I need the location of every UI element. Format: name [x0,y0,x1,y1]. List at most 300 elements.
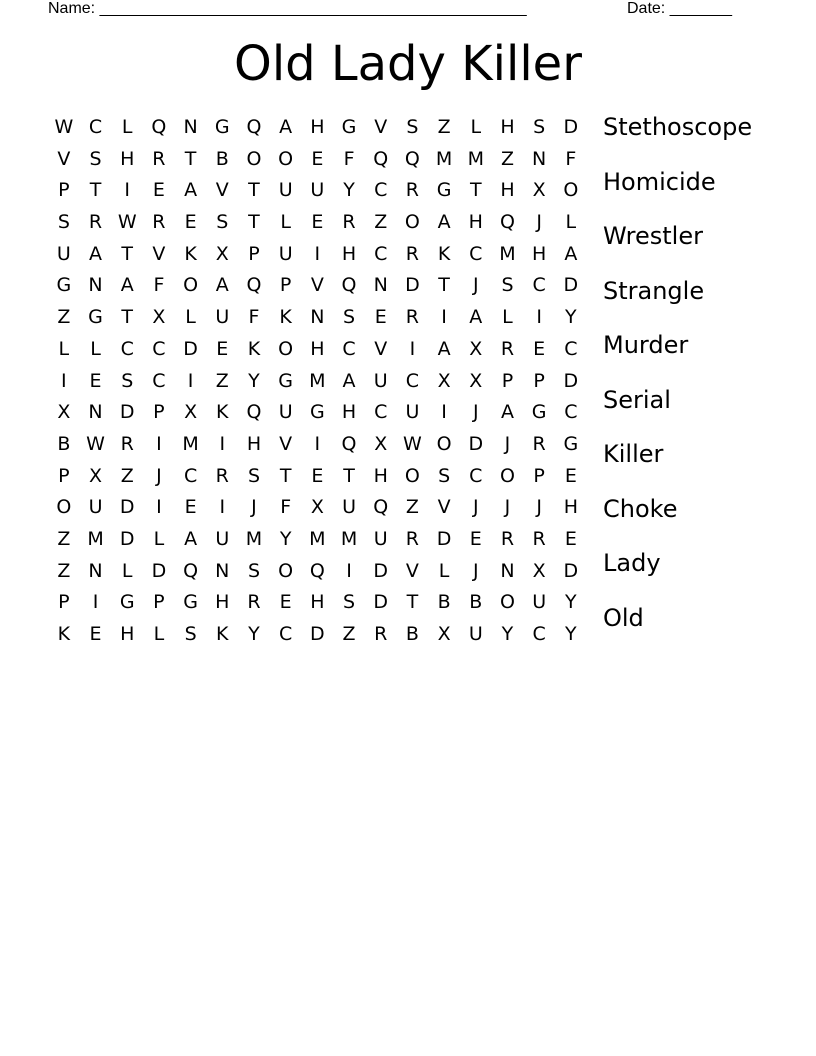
grid-letter: U [215,306,230,329]
grid-letter: M [435,147,453,170]
grid-letter: W [117,211,137,234]
grid-letter: T [438,274,450,297]
grid-letter: J [472,401,479,424]
grid-letter: P [248,242,260,265]
page-title: Old Lady Killer [234,36,582,92]
grid-letter: C [120,337,134,360]
grid-letter: C [374,179,388,202]
grid-letter: U [88,496,103,519]
grid-letter: G [56,274,72,297]
grid-row [48,429,588,461]
grid-letter: N [373,274,388,297]
grid-letter: I [92,591,99,614]
grid-letter: D [563,559,579,582]
grid-letter: I [536,306,542,329]
grid-letter: H [310,591,325,614]
grid-letter: D [183,337,198,360]
grid-letter: E [152,179,165,202]
grid-letter: X [469,369,483,392]
grid-letter: C [564,401,578,424]
grid-letter: B [437,591,451,614]
grid-letter: F [248,306,260,329]
grid-letter: S [343,306,356,329]
grid-letter: Y [343,179,355,202]
grid-letter: T [121,242,134,265]
grid-letter: X [437,369,451,392]
grid-letter: O [563,179,579,202]
grid-letter: Z [374,211,388,234]
grid-letter: R [247,591,261,614]
grid-letter: W [403,432,422,455]
grid-letter: H [500,116,515,138]
grid-letter: R [405,242,419,265]
grid-letter: V [215,179,229,202]
grid-letter: E [216,337,229,360]
grid-letter: H [563,496,578,519]
word-list-item: Lady [603,549,661,577]
grid-letter: N [88,274,103,297]
grid-row [48,556,588,588]
grid-letter: A [279,116,293,138]
grid-letter: I [314,432,321,455]
grid-letter: D [563,369,579,392]
grid-row [48,587,588,619]
grid-letter: M [182,432,199,455]
grid-letter: E [311,147,324,170]
grid-letter: H [310,337,325,360]
grid-letter: M [340,527,358,550]
grid-letter: A [89,242,103,265]
grid-letter: V [279,432,293,455]
grid-letter: N [215,559,230,582]
grid-row [48,207,588,239]
grid-letter: D [468,432,484,455]
grid-letter: K [216,623,229,645]
grid-letter: U [310,179,325,202]
grid-letter: X [184,401,198,424]
word-list-item: Serial [603,385,671,414]
grid-letter: R [152,211,166,234]
grid-letter: N [532,147,547,170]
grid-letter: V [374,337,388,360]
grid-letter: O [499,591,515,614]
grid-letter: S [438,464,451,487]
grid-letter: G [183,591,198,614]
grid-letter: D [310,623,325,645]
grid-letter: I [409,337,416,360]
grid-letter: E [533,337,546,360]
grid-row [48,175,588,207]
grid-letter: R [532,432,546,455]
grid-letter: J [156,464,162,487]
grid-letter: C [152,337,166,360]
grid-letter: S [89,147,102,170]
grid-row [48,619,588,651]
grid-letter: O [436,432,452,455]
grid-letter: I [61,369,67,392]
grid-letter: A [215,274,229,297]
grid-letter: D [405,274,420,297]
grid-letter: U [215,527,230,550]
grid-letter: V [310,274,324,297]
grid-letter: X [532,559,546,582]
grid-letter: X [310,496,324,519]
grid-row [48,239,588,271]
grid-letter: A [564,242,578,265]
grid-letter: J [472,496,479,519]
grid-letter: T [89,179,102,202]
grid-letter: X [57,401,71,424]
grid-letter: I [441,306,447,329]
grid-letter: Z [342,623,356,645]
grid-letter: C [279,623,293,645]
grid-letter: K [279,306,292,329]
grid-letter: H [120,147,135,170]
grid-row [48,366,588,398]
grid-letter: G [436,179,452,202]
grid-letter: X [469,337,483,360]
grid-letter: D [119,401,135,424]
grid-letter: E [279,591,292,614]
grid-letter: O [404,211,420,234]
grid-letter: R [215,464,229,487]
date-field-label: Date: _______ [627,0,732,17]
grid-letter: H [373,464,388,487]
grid-letter: R [88,211,103,234]
grid-letter: R [374,623,388,645]
grid-letter: R [500,337,515,360]
grid-letter: N [88,559,103,582]
grid-letter: K [437,242,451,265]
grid-letter: L [121,116,133,138]
grid-letter: S [501,274,514,297]
grid-letter: Q [373,147,389,170]
grid-letter: K [184,242,197,265]
grid-letter: E [311,464,324,487]
grid-letter: L [58,337,70,360]
grid-letter: E [564,464,577,487]
grid-letter: A [437,337,451,360]
grid-letter: R [152,147,166,170]
grid-letter: L [438,559,450,582]
grid-letter: U [278,179,293,202]
grid-letter: P [533,464,545,487]
grid-letter: A [120,274,134,297]
grid-letter: P [533,369,545,392]
grid-letter: X [215,242,229,265]
grid-letter: T [406,591,419,614]
grid-letter: E [89,623,102,645]
grid-letter: X [152,306,166,329]
grid-letter: T [343,464,355,487]
grid-letter: N [310,306,325,329]
grid-letter: G [278,369,294,392]
grid-letter: S [121,369,134,392]
grid-letter: Q [246,116,262,138]
grid-letter: Y [565,306,577,329]
grid-letter: U [278,242,293,265]
grid-letter: Q [151,116,167,138]
grid-letter: O [278,147,294,170]
grid-letter: I [124,179,131,202]
grid-letter: M [309,527,326,550]
grid-letter: N [183,116,198,138]
grid-letter: D [373,559,389,582]
grid-letter: G [214,116,230,138]
grid-letter: L [502,306,513,329]
grid-letter: I [314,242,321,265]
grid-letter: E [311,211,324,234]
grid-letter: C [374,242,388,265]
grid-letter: Q [183,559,199,582]
grid-letter: M [87,527,104,550]
grid-letter: R [405,306,419,329]
grid-letter: O [499,464,515,487]
grid-letter: R [500,527,515,550]
grid-letter: U [373,527,388,550]
grid-letter: C [183,464,198,487]
grid-letter: O [278,559,294,582]
grid-letter: M [245,527,263,550]
grid-letter: R [120,432,134,455]
grid-row [48,334,588,366]
grid-letter: R [405,179,419,202]
grid-letter: C [374,401,388,424]
grid-letter: J [472,559,479,582]
grid-letter: D [563,116,579,138]
grid-row [48,112,588,144]
grid-letter: U [468,623,483,645]
grid-letter: E [469,527,482,550]
grid-letter: O [246,147,262,170]
grid-letter: Z [437,116,451,138]
word-list-item: Homicide [603,167,716,196]
grid-letter: B [405,623,419,645]
grid-letter: T [121,306,134,329]
grid-row [48,492,588,524]
grid-letter: A [342,369,356,392]
grid-row [48,144,588,176]
word-list-item: Wrestler [603,222,703,250]
grid-letter: I [441,401,447,424]
grid-letter: E [374,306,387,329]
grid-letter: S [57,211,70,234]
grid-letter: Q [341,274,357,297]
grid-row [48,270,588,302]
grid-row [48,302,588,334]
grid-letter: O [56,496,72,519]
grid-letter: C [342,337,356,360]
grid-letter: Q [499,211,515,234]
grid-letter: Z [57,306,71,329]
grid-letter: Q [341,432,357,455]
grid-letter: W [86,432,105,455]
word-list-item: Old [603,603,644,632]
grid-letter: C [88,116,103,138]
grid-letter: N [88,401,103,424]
word-list-item: Killer [603,440,664,468]
grid-letter: J [504,496,511,519]
grid-letter: S [184,623,197,645]
word-list [603,110,813,655]
grid-letter: Z [215,369,229,392]
grid-letter: I [156,432,162,455]
grid-letter: Q [246,274,262,297]
grid-letter: J [536,496,542,519]
grid-letter: G [563,432,579,455]
grid-letter: Z [57,527,71,550]
grid-letter: H [468,211,483,234]
grid-letter: C [469,242,483,265]
grid-letter: D [119,496,135,519]
grid-letter: Y [501,623,514,645]
grid-letter: U [342,496,356,519]
grid-row [48,524,588,556]
grid-letter: I [156,496,162,519]
grid-letter: C [532,623,546,645]
grid-letter: C [564,337,578,360]
grid-letter: A [437,211,451,234]
grid-letter: B [57,432,71,455]
grid-letter: T [248,211,260,234]
grid-letter: S [533,116,546,138]
grid-letter: S [247,559,260,582]
grid-letter: U [373,369,388,392]
grid-letter: O [183,274,199,297]
grid-row [48,397,588,429]
grid-letter: O [278,337,294,360]
grid-letter: H [341,401,357,424]
grid-letter: H [532,242,547,265]
grid-letter: H [120,623,135,645]
grid-letter: L [153,623,165,645]
grid-letter: Z [500,147,514,170]
grid-letter: H [246,432,262,455]
grid-letter: V [405,559,419,582]
grid-letter: Q [404,147,420,170]
grid-letter: K [247,337,261,360]
word-list-item: Stethoscope [603,113,753,141]
grid-letter: J [251,496,257,519]
grid-letter: Q [373,496,389,519]
grid-letter: X [374,432,388,455]
grid-letter: E [184,496,197,519]
grid-letter: R [342,211,356,234]
grid-letter: L [280,211,291,234]
grid-letter: K [216,401,229,424]
grid-letter: I [187,369,194,392]
grid-letter: X [532,179,546,202]
grid-letter: P [58,591,70,614]
grid-letter: S [247,464,260,487]
grid-letter: V [374,116,388,138]
grid-letter: A [500,401,514,424]
grid-letter: L [565,211,577,234]
word-list-item: Murder [603,331,689,359]
grid-letter: T [279,464,292,487]
grid-letter: I [219,496,226,519]
grid-letter: T [469,179,482,202]
grid-letter: C [405,369,420,392]
grid-letter: F [565,147,577,170]
grid-letter: C [532,274,546,297]
grid-letter: Z [120,464,134,487]
grid-letter: Y [565,591,577,614]
grid-letter: E [184,211,197,234]
grid-letter: N [500,559,515,582]
grid-letter: P [58,179,70,202]
grid-letter: V [57,147,71,170]
grid-letter: I [219,432,226,455]
grid-letter: Q [309,559,325,582]
grid-letter: Y [279,527,292,550]
grid-letter: G [531,401,547,424]
name-field-label: Name: ________________________________________________ [48,0,527,17]
grid-letter: G [119,591,135,614]
grid-letter: G [309,401,325,424]
grid-letter: C [152,369,166,392]
grid-letter: D [436,527,452,550]
grid-letter: S [406,116,419,138]
grid-letter: R [532,527,546,550]
grid-letter: W [54,116,74,138]
grid-letter: P [501,369,514,392]
grid-letter: B [469,591,483,614]
grid-row [48,461,588,493]
grid-letter: U [405,401,420,424]
grid-letter: M [467,147,484,170]
grid-letter: V [152,242,166,265]
grid-letter: P [153,401,165,424]
grid-letter: O [404,464,420,487]
grid-letter: X [89,464,103,487]
grid-letter: V [437,496,451,519]
grid-letter: G [341,116,357,138]
grid-letter: H [341,242,357,265]
grid-letter: P [58,464,70,487]
grid-letter: L [90,337,101,360]
grid-letter: J [536,211,542,234]
grid-letter: P [279,274,292,297]
grid-letter: Z [405,496,419,519]
grid-letter: U [532,591,547,614]
grid-letter: D [563,274,579,297]
grid-letter: Y [248,623,260,645]
grid-letter: U [56,242,71,265]
grid-letter: L [185,306,196,329]
word-list-item: Choke [603,494,678,523]
grid-letter: K [57,623,71,645]
grid-letter: S [216,211,229,234]
word-list-item: Strangle [603,276,705,305]
grid-letter: R [405,527,419,550]
letter-grid [48,112,588,651]
grid-letter: A [184,527,198,550]
grid-letter: P [153,591,165,614]
grid-letter: C [469,464,483,487]
grid-letter: J [504,432,511,455]
grid-letter: D [151,559,167,582]
grid-letter: T [184,147,197,170]
grid-letter: J [472,274,479,297]
grid-letter: G [88,306,103,329]
grid-letter: L [470,116,482,138]
grid-letter: E [89,369,102,392]
grid-letter: Q [246,401,262,424]
grid-letter: D [119,527,135,550]
grid-letter: M [499,242,516,265]
grid-letter: X [437,623,451,645]
